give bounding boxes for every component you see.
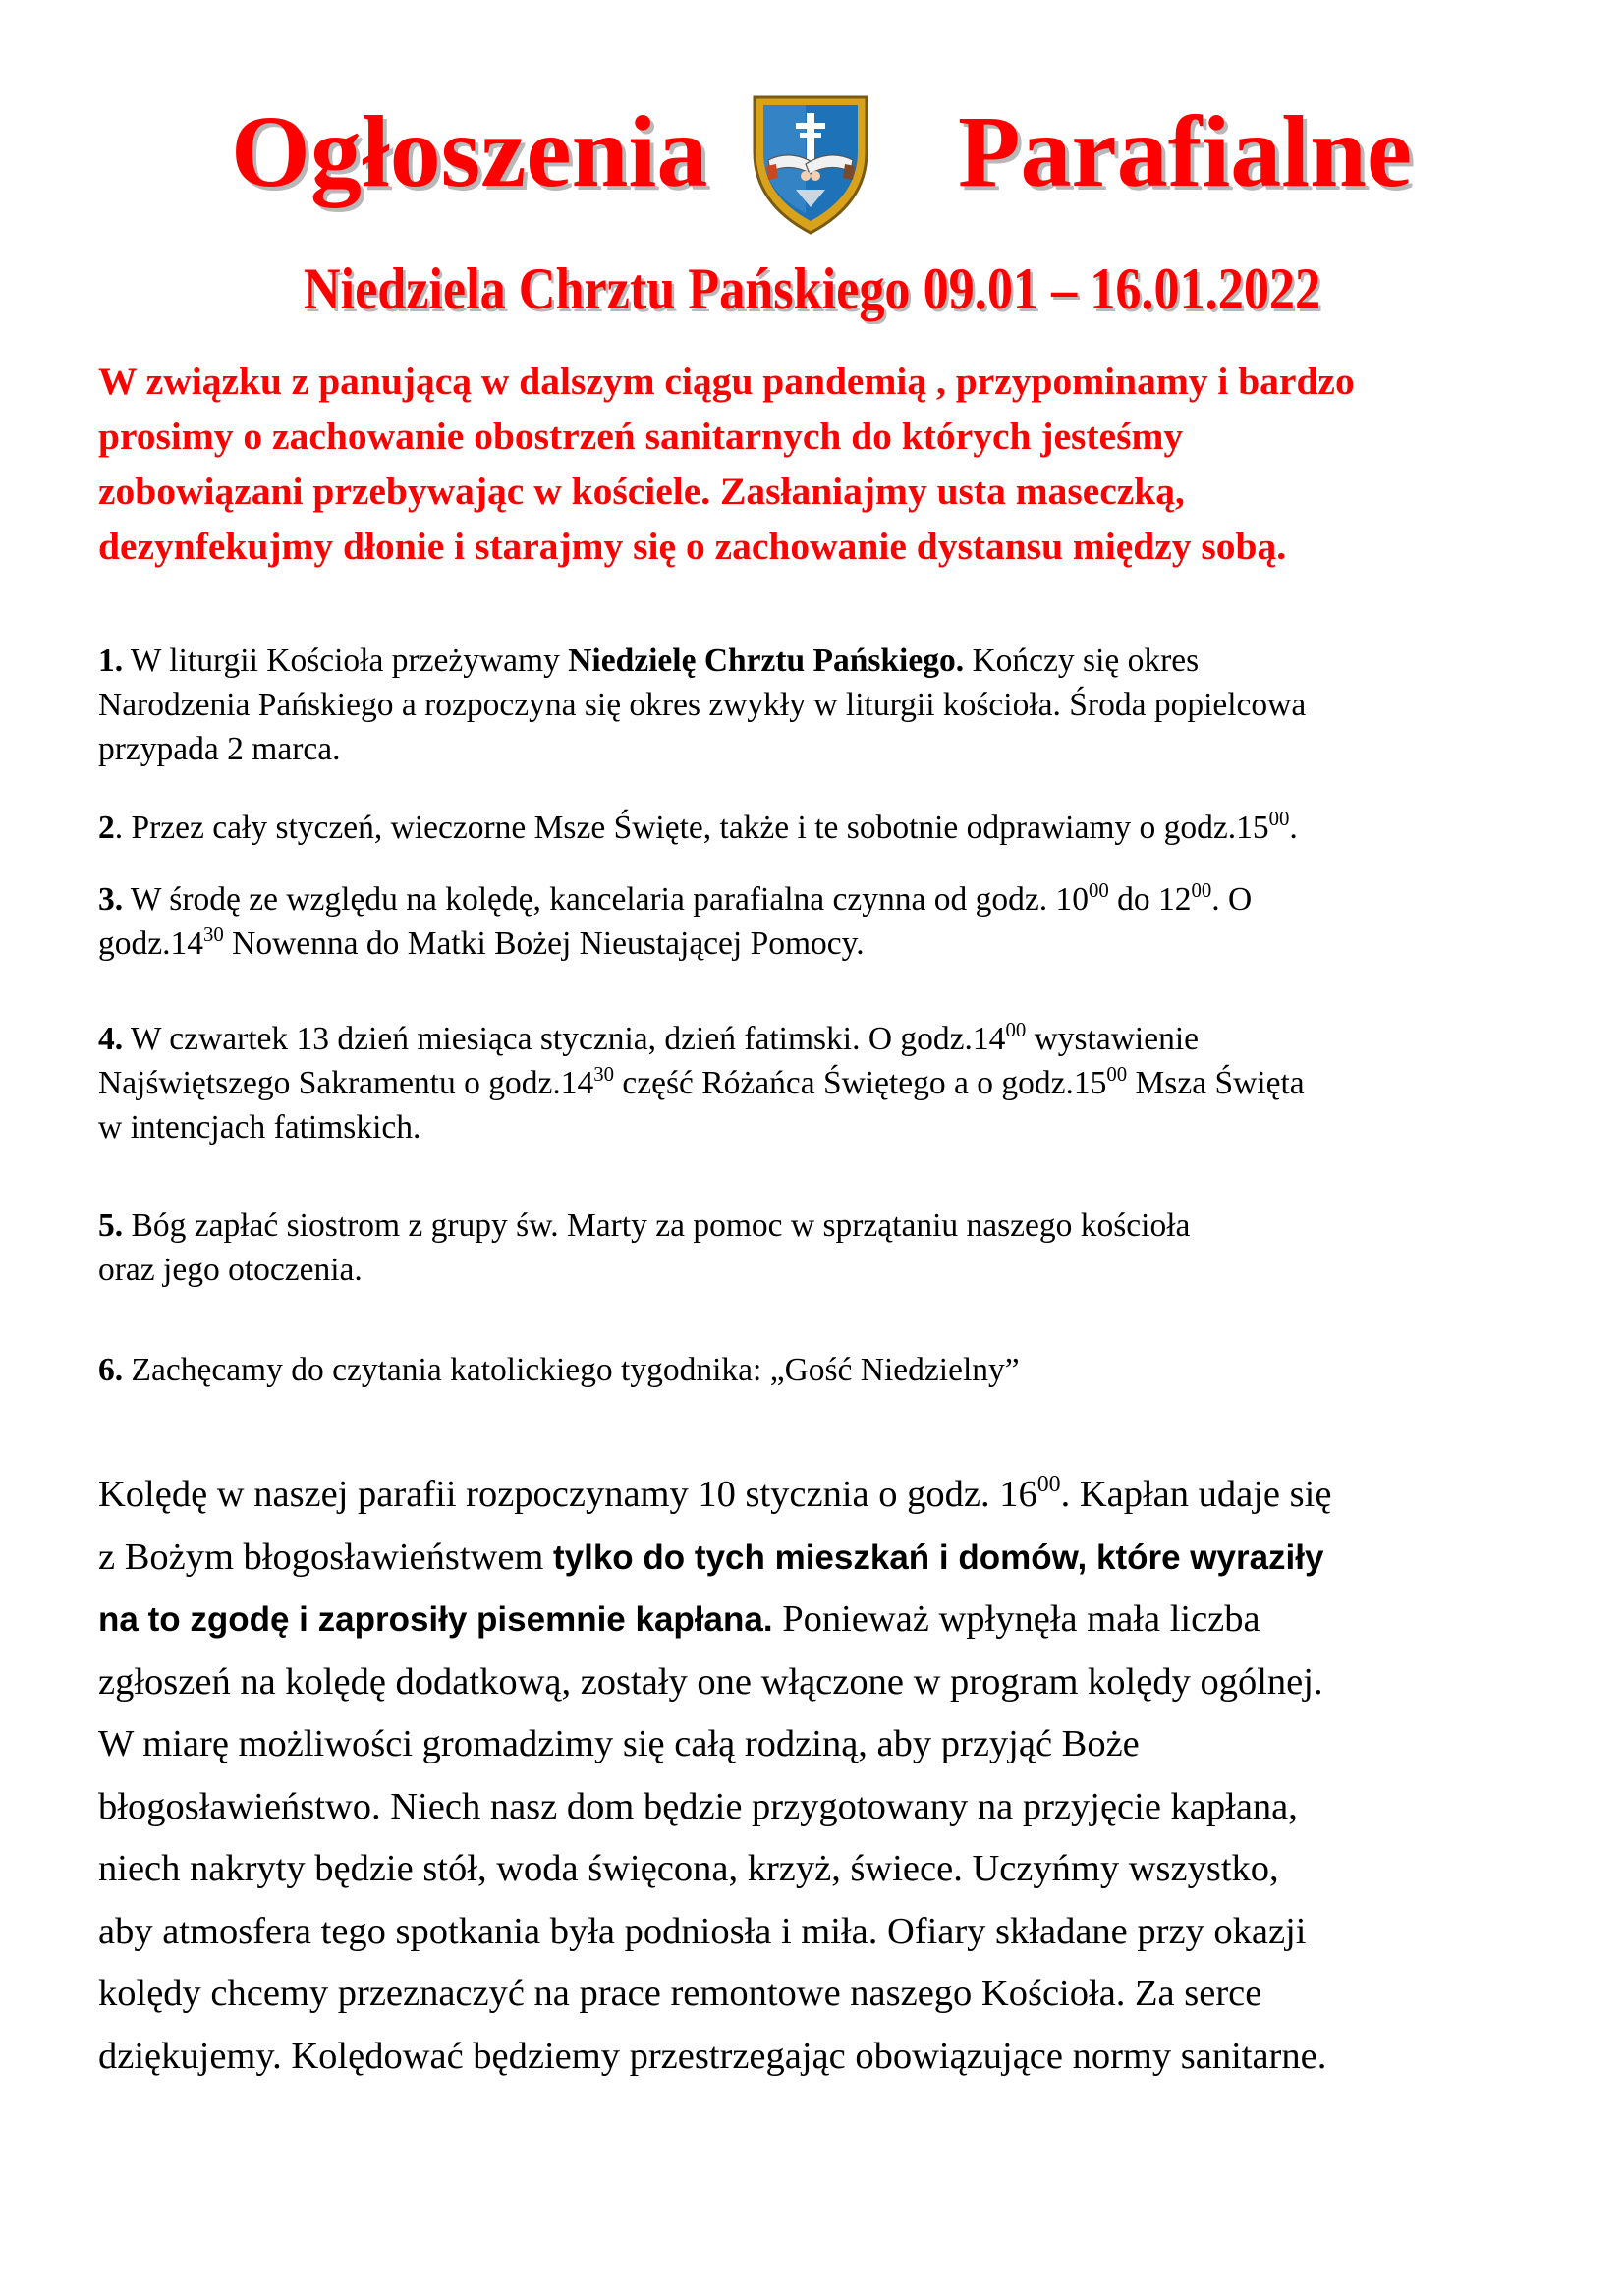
item-text: wystawienie [1026, 1021, 1200, 1057]
koleda-line: aby atmosfera tego spotkania była podniosła i miła. Ofiary składane przy okazji [98, 1910, 1307, 1952]
announcement-item-3 [98, 877, 1542, 966]
koleda-line: błogosławieństwo. Niech nasz dom będzie przygotowany na przyjęcie kapłana, [98, 1785, 1298, 1827]
page-subtitle: Niedziela Chrztu Pańskiego 09.01 – 16.01.2022 [303, 256, 1321, 321]
time-superscript: 00 [1268, 808, 1290, 831]
item-line [98, 639, 1542, 683]
item-text: . O [1211, 881, 1253, 918]
item-line [98, 877, 1542, 922]
item-text: . [1289, 810, 1298, 846]
title-left-word: Ogłoszenia [231, 95, 708, 208]
time-superscript: 00 [1088, 879, 1109, 903]
koleda-line: kolędy chcemy przeznaczyć na prace remontowe naszego Kościoła. Za serce [98, 1973, 1262, 2014]
koleda-text: Ponieważ wpłynęła mała liczba [772, 1598, 1260, 1640]
item-line [98, 1203, 1542, 1248]
item-line [98, 1061, 1542, 1105]
koleda-text: Kolędę w naszej parafii rozpoczynamy 10 stycznia o godz. 16 [98, 1474, 1037, 1515]
item-line: oraz jego otoczenia. [98, 1252, 363, 1288]
item-line: przypada 2 marca. [98, 731, 341, 767]
title-right-word: Parafialne [958, 95, 1413, 208]
announcement-item-6 [98, 1348, 1542, 1392]
item-line: w intencjach fatimskich. [98, 1109, 421, 1146]
parish-crest-icon [747, 84, 874, 241]
item-text: do 12 [1108, 881, 1192, 918]
item-text: Najświętszego Sakramentu o godz.14 [98, 1065, 594, 1101]
announcement-item-1 [98, 639, 1542, 771]
item-bold-text: Niedzielę Chrztu Pańskiego. [568, 643, 965, 679]
announcement-item-2 [98, 806, 1542, 850]
item-text: Nowenna do Matki Bożej Nieustającej Pomocy. [223, 925, 865, 962]
item-number: 5. [98, 1207, 124, 1244]
item-text: . Przez cały styczeń, wieczorne Msze Święte, także i te sobotnie odprawiamy o godz.15 [114, 810, 1269, 846]
time-superscript: 00 [1106, 1063, 1128, 1087]
time-superscript: 00 [1036, 1472, 1061, 1498]
announcement-item-5 [98, 1203, 1542, 1292]
item-text: Bóg zapłać siostrom z grupy św. Marty za pomoc w sprzątaniu naszego kościoła [123, 1207, 1191, 1244]
page-header [0, 93, 1624, 270]
item-number: 3. [98, 881, 124, 918]
announcement-item-4 [98, 1017, 1542, 1149]
time-superscript: 00 [1191, 879, 1212, 903]
koleda-line [98, 1464, 1552, 1527]
koleda-line [98, 1589, 1552, 1651]
item-text: W czwartek 13 dzień miesiąca stycznia, dzień fatimski. O godz.14 [123, 1021, 1006, 1057]
koleda-line [98, 1527, 1552, 1590]
item-text: godz.14 [98, 925, 203, 962]
item-line [98, 922, 1542, 966]
item-line [98, 1348, 1542, 1392]
koleda-paragraph [98, 1464, 1552, 2088]
notice-line: prosimy o zachowanie obostrzeń sanitarnych do których jesteśmy [98, 415, 1184, 458]
notice-line: dezynfekujmy dłonie i starajmy się o zachowanie dystansu między sobą. [98, 525, 1287, 568]
koleda-text: . Kapłan udaje się [1060, 1474, 1332, 1515]
koleda-bold-text: na to zgodę i zaprosiły pisemnie kapłana. [98, 1600, 773, 1639]
item-number: 4. [98, 1021, 124, 1057]
item-line [98, 806, 1542, 850]
koleda-text: z Bożym błogosławieństwem [98, 1536, 553, 1578]
item-number: 1. [98, 643, 124, 679]
koleda-line: niech nakryty będzie stół, woda święcona, krzyż, świece. Uczyńmy wszystko, [98, 1848, 1279, 1889]
koleda-line: W miarę możliwości gromadzimy się całą rodziną, aby przyjąć Boże [98, 1723, 1140, 1764]
time-superscript: 30 [593, 1063, 614, 1087]
item-line [98, 1017, 1542, 1061]
item-text: część Różańca Świętego a o godz.15 [614, 1065, 1107, 1101]
notice-line: zobowiązani przebywając w kościele. Zasłaniajmy usta maseczką, [98, 470, 1185, 513]
item-number: 6. [98, 1352, 124, 1388]
koleda-line: zgłoszeń na kolędę dodatkową, zostały one włączone w program kolędy ogólnej. [98, 1660, 1323, 1703]
time-superscript: 00 [1005, 1019, 1027, 1042]
notice-line: W związku z panującą w dalszym ciągu pandemią , przypominamy i bardzo [98, 360, 1355, 403]
item-text: Msza Święta [1127, 1065, 1305, 1101]
time-superscript: 30 [203, 924, 224, 947]
item-number: 2 [98, 810, 115, 846]
koleda-bold-text: tylko do tych mieszkań i domów, które wyraziły [553, 1538, 1324, 1577]
item-text: W liturgii Kościoła przeżywamy [123, 643, 569, 679]
item-text: W środę ze względu na kolędę, kancelaria parafialna czynna od godz. 10 [123, 881, 1089, 918]
item-text: Kończy się okres [964, 643, 1200, 679]
item-text: Zachęcamy do czytania katolickiego tygodnika: „Gość Niedzielny” [123, 1352, 1020, 1388]
pandemic-notice [98, 354, 1542, 574]
koleda-line: dziękujemy. Kolędować będziemy przestrzegając obowiązujące normy sanitarne. [98, 2035, 1327, 2077]
item-line: Narodzenia Pańskiego a rozpoczyna się okres zwykły w liturgii kościoła. Środa popielcowa [98, 687, 1307, 723]
